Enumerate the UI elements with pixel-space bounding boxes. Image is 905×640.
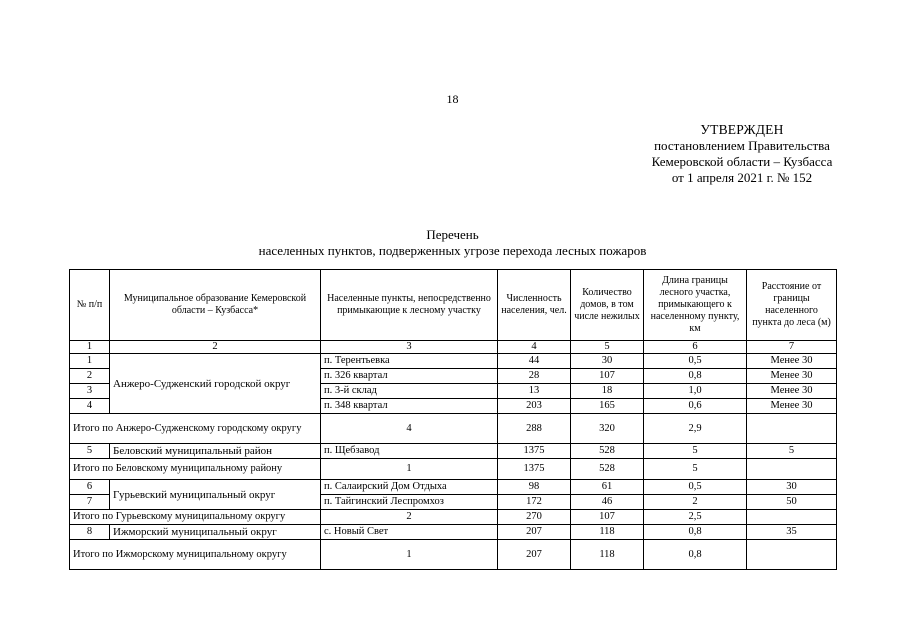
population-cell: 44 <box>498 354 571 369</box>
row-number: 2 <box>70 369 110 384</box>
header-cell: Муниципальное образование Кемеровской области – Кузбасса* <box>110 270 321 341</box>
distance-cell: Менее 30 <box>747 354 837 369</box>
total-label: Итого по Гурьевскому муниципальному округу <box>70 510 321 525</box>
total-row <box>70 540 837 570</box>
length-cell: 1,0 <box>644 384 747 399</box>
column-number: 7 <box>747 341 837 354</box>
houses-cell: 46 <box>571 495 644 510</box>
total-label: Итого по Ижморскому муниципальному округу <box>70 540 321 570</box>
total-label: Итого по Беловскому муниципальному району <box>70 459 321 480</box>
settlement-cell: п. Щебзавод <box>321 444 498 459</box>
population-cell: 172 <box>498 495 571 510</box>
column-number: 4 <box>498 341 571 354</box>
row-number: 3 <box>70 384 110 399</box>
length-cell: 0,8 <box>644 525 747 540</box>
total-houses: 528 <box>571 459 644 480</box>
total-population: 207 <box>498 540 571 570</box>
total-distance <box>747 414 837 444</box>
total-length: 2,5 <box>644 510 747 525</box>
table-row <box>70 354 837 369</box>
column-number: 2 <box>110 341 321 354</box>
population-cell: 203 <box>498 399 571 414</box>
houses-cell: 165 <box>571 399 644 414</box>
municipality-cell: Беловский муниципальный район <box>110 444 321 459</box>
table-row <box>70 525 837 540</box>
houses-cell: 18 <box>571 384 644 399</box>
houses-cell: 61 <box>571 480 644 495</box>
distance-cell: 30 <box>747 480 837 495</box>
total-population: 1375 <box>498 459 571 480</box>
total-row <box>70 414 837 444</box>
header-cell: Количество домов, в том числе нежилых <box>571 270 644 341</box>
header-cell: Длина границы лесного участка, примыкающего к населенному пункту, км <box>644 270 747 341</box>
total-population: 270 <box>498 510 571 525</box>
total-length: 2,9 <box>644 414 747 444</box>
row-number: 6 <box>70 480 110 495</box>
row-number: 8 <box>70 525 110 540</box>
population-cell: 207 <box>498 525 571 540</box>
column-number: 1 <box>70 341 110 354</box>
length-cell: 2 <box>644 495 747 510</box>
houses-cell: 30 <box>571 354 644 369</box>
population-cell: 98 <box>498 480 571 495</box>
column-number: 5 <box>571 341 644 354</box>
approval-line: постановлением Правительства <box>654 138 830 153</box>
title-line-2: населенных пунктов, подверженных угрозе перехода лесных пожаров <box>258 243 647 258</box>
municipality-cell: Гурьевский муниципальный округ <box>110 480 321 510</box>
row-number: 1 <box>70 354 110 369</box>
distance-cell: 50 <box>747 495 837 510</box>
table-row <box>70 444 837 459</box>
header-cell: Расстояние от границы населенного пункта до леса (м) <box>747 270 837 341</box>
column-number: 3 <box>321 341 498 354</box>
approval-block <box>612 122 872 186</box>
total-row <box>70 510 837 525</box>
settlements-table <box>69 269 837 570</box>
distance-cell: Менее 30 <box>747 384 837 399</box>
total-count: 1 <box>321 459 498 480</box>
total-count: 4 <box>321 414 498 444</box>
row-number: 5 <box>70 444 110 459</box>
header-cell: Населенные пункты, непосредственно примыкающие к лесному участку <box>321 270 498 341</box>
total-length: 5 <box>644 459 747 480</box>
total-count: 2 <box>321 510 498 525</box>
approval-heading: УТВЕРЖДЕН <box>700 122 784 137</box>
header-cell: № п/п <box>70 270 110 341</box>
total-distance <box>747 540 837 570</box>
length-cell: 0,5 <box>644 354 747 369</box>
distance-cell: Менее 30 <box>747 399 837 414</box>
settlement-cell: п. 348 квартал <box>321 399 498 414</box>
municipality-cell: Анжеро-Судженский городской округ <box>110 354 321 414</box>
document-title <box>0 227 905 259</box>
settlement-cell: п. 326 квартал <box>321 369 498 384</box>
row-number: 7 <box>70 495 110 510</box>
table-row <box>70 480 837 495</box>
total-count: 1 <box>321 540 498 570</box>
total-distance <box>747 510 837 525</box>
total-label: Итого по Анжеро-Судженскому городскому округу <box>70 414 321 444</box>
length-cell: 0,5 <box>644 480 747 495</box>
header-cell: Численность населения, чел. <box>498 270 571 341</box>
population-cell: 1375 <box>498 444 571 459</box>
title-line-1: Перечень <box>426 227 479 242</box>
page-number: 18 <box>446 92 459 106</box>
distance-cell: 35 <box>747 525 837 540</box>
total-row <box>70 459 837 480</box>
population-cell: 28 <box>498 369 571 384</box>
settlement-cell: с. Новый Свет <box>321 525 498 540</box>
houses-cell: 528 <box>571 444 644 459</box>
length-cell: 5 <box>644 444 747 459</box>
total-houses: 320 <box>571 414 644 444</box>
total-population: 288 <box>498 414 571 444</box>
total-houses: 118 <box>571 540 644 570</box>
settlement-cell: п. 3-й склад <box>321 384 498 399</box>
settlement-cell: п. Салаирский Дом Отдыха <box>321 480 498 495</box>
header-row <box>70 270 837 341</box>
approval-line: от 1 апреля 2021 г. № 152 <box>671 170 813 185</box>
distance-cell: Менее 30 <box>747 369 837 384</box>
total-houses: 107 <box>571 510 644 525</box>
approval-line: Кемеровской области – Кузбасса <box>651 154 833 169</box>
houses-cell: 107 <box>571 369 644 384</box>
population-cell: 13 <box>498 384 571 399</box>
row-number: 4 <box>70 399 110 414</box>
distance-cell: 5 <box>747 444 837 459</box>
settlement-cell: п. Тайгинский Леспромхоз <box>321 495 498 510</box>
total-distance <box>747 459 837 480</box>
total-length: 0,8 <box>644 540 747 570</box>
settlement-cell: п. Терентьевка <box>321 354 498 369</box>
municipality-cell: Ижморский муниципальный округ <box>110 525 321 540</box>
houses-cell: 118 <box>571 525 644 540</box>
length-cell: 0,6 <box>644 399 747 414</box>
column-number: 6 <box>644 341 747 354</box>
length-cell: 0,8 <box>644 369 747 384</box>
column-number-row <box>70 341 837 354</box>
